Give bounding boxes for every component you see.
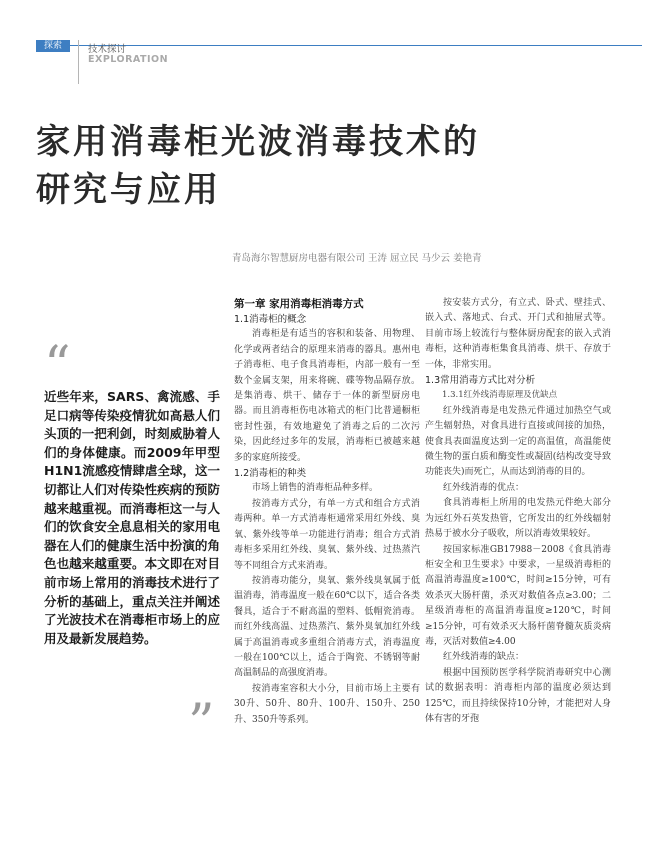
header-rule <box>70 45 642 46</box>
author-byline: 青岛海尔智慧厨房电器有限公司 王涛 屈立民 马少云 姜艳青 <box>232 253 482 264</box>
section-heading: 1.2消毒柜的种类 <box>234 468 307 480</box>
header-divider <box>78 40 79 84</box>
article-title-line-1: 家用消毒柜光波消毒技术的 <box>36 122 480 162</box>
paragraph: 红外线消毒的缺点： <box>443 652 525 663</box>
section-heading: 1.1消毒柜的概念 <box>234 314 307 325</box>
section-name-english: EXPLORATION <box>88 54 169 65</box>
paragraph: 红外线消毒是电发热元件通过加热空气或产生辐射热，对食具进行直接或间接的加热，使食具表面温度达到一定的高温值，高温能使微生物的蛋白质和酶变性或凝固(结构改变导致功能丧失)而死亡，从而达到消毒的目的。 <box>425 405 611 478</box>
paragraph: 按安装方式分，有立式、卧式、壁挂式、嵌入式、落地式、台式、开门式和抽屉式等。目前市场上较流行与整体厨房配套的嵌入式消毒柜，这种消毒柜集食具消毒、烘干、存放于一体，非常实用。 <box>425 298 611 370</box>
section-heading: 1.3常用消毒方式比对分析 <box>425 375 536 387</box>
article-title-line-2: 研究与应用 <box>36 170 221 210</box>
paragraph: 市场上销售的消毒柜品种多样。 <box>252 483 379 494</box>
abstract: 近些年来，SARS、禽流感、手足口病等传染疫情犹如高悬人们头顶的一把利剑，时刻威胁着人们的身体健康。而2009年甲型H1N1流感疫情肆虐全球，这一切都让人们对传染性疾病的预防越来越重视。而消毒柜这一与人们的饮食安全息息相关的家用电器在人们的健康生活中扮演的角色也越来越重要。本文即在对目前市场上常用的消毒技术进行了分析的基础上，重点关注并阐述了光波技术在消毒柜市场上的应用及最新发展趋势。 <box>44 389 220 646</box>
paragraph: 按消毒室容积大小分，目前市场上主要有30升、50升、80升、100升、150升、250升、350升等系列。 <box>234 683 420 725</box>
paragraph: 根据中国预防医学科学院消毒研究中心测试的数据表明：消毒柜内部的温度必须达到125℃，而且持续保持10分钟，才能把对人身体有害的牙孢 <box>425 667 611 724</box>
close-quote-icon: ” <box>188 694 215 754</box>
chapter-heading: 第一章 家用消毒柜消毒方式 <box>234 298 364 310</box>
paragraph: 按消毒功能分，臭氧、紫外线臭氧属于低温消毒，消毒温度一般在60℃以下，适合各类餐具，适合于不耐高温的塑料、低帽瓷消毒。而红外线高温、过热蒸汽、紫外臭氧加红外线属于高温消毒或多重组合消毒方式，消毒温度一般在100℃以上，适合于陶瓷、不锈钢等耐高温制品的高强度消毒。 <box>234 575 420 679</box>
subsection-heading: 1.3.1红外线消毒原理及优缺点 <box>442 390 558 401</box>
section-tag: 探索 <box>43 41 62 51</box>
paragraph: 按国家标准GB17988－2008《食具消毒柜安全和卫生要求》中要求，一星级消毒柜的高温消毒温度≥100℃，时间≥15分钟，可有效杀灭大肠杆菌，杀灭对数值各点≥3.00；二星级消毒柜的高温消毒温度≥120℃，时间≥15分钟，可有效杀灭大肠杆菌脊髓灰质炎病毒，灭活对数值≥4.00 <box>425 544 611 647</box>
body-column-1 <box>234 296 420 728</box>
section-name: 技术探讨 <box>88 44 127 55</box>
paragraph: 食具消毒柜上所用的电发热元件绝大部分为远红外石英发热管，它所发出的红外线辐射热易于被水分子吸收，所以消毒效果较好。 <box>425 498 611 540</box>
paragraph: 按消毒方式分，有单一方式和组合方式消毒两种。单一方式消毒柜通常采用红外线、臭氧、紫外线等单一功能进行消毒；组合方式消毒柜多采用红外线、臭氧、紫外线、过热蒸汽等不同组合方式来消毒。 <box>234 498 420 571</box>
article-title <box>36 118 636 214</box>
paragraph: 红外线消毒的优点： <box>443 482 525 493</box>
body-column-2 <box>425 296 611 727</box>
paragraph: 消毒柜是有适当的容积和装备、用物理、化学或两者结合的原理来消毒的器具。惠州电子消毒柜、电子食具消毒柜，内部一般有一至数个金属支架，用来将碗、碟等物品隔存放。是集消毒、烘干、储存于一体的新型厨房电器。而且消毒柜伤电冰箱式的柜门比普通橱柜密封性强，有效地避免了消毒之后的二次污染，因此经过多年的发展，消毒柜已被越来越多的家庭所接受。 <box>234 329 420 463</box>
open-quote-icon: “ <box>44 336 71 396</box>
